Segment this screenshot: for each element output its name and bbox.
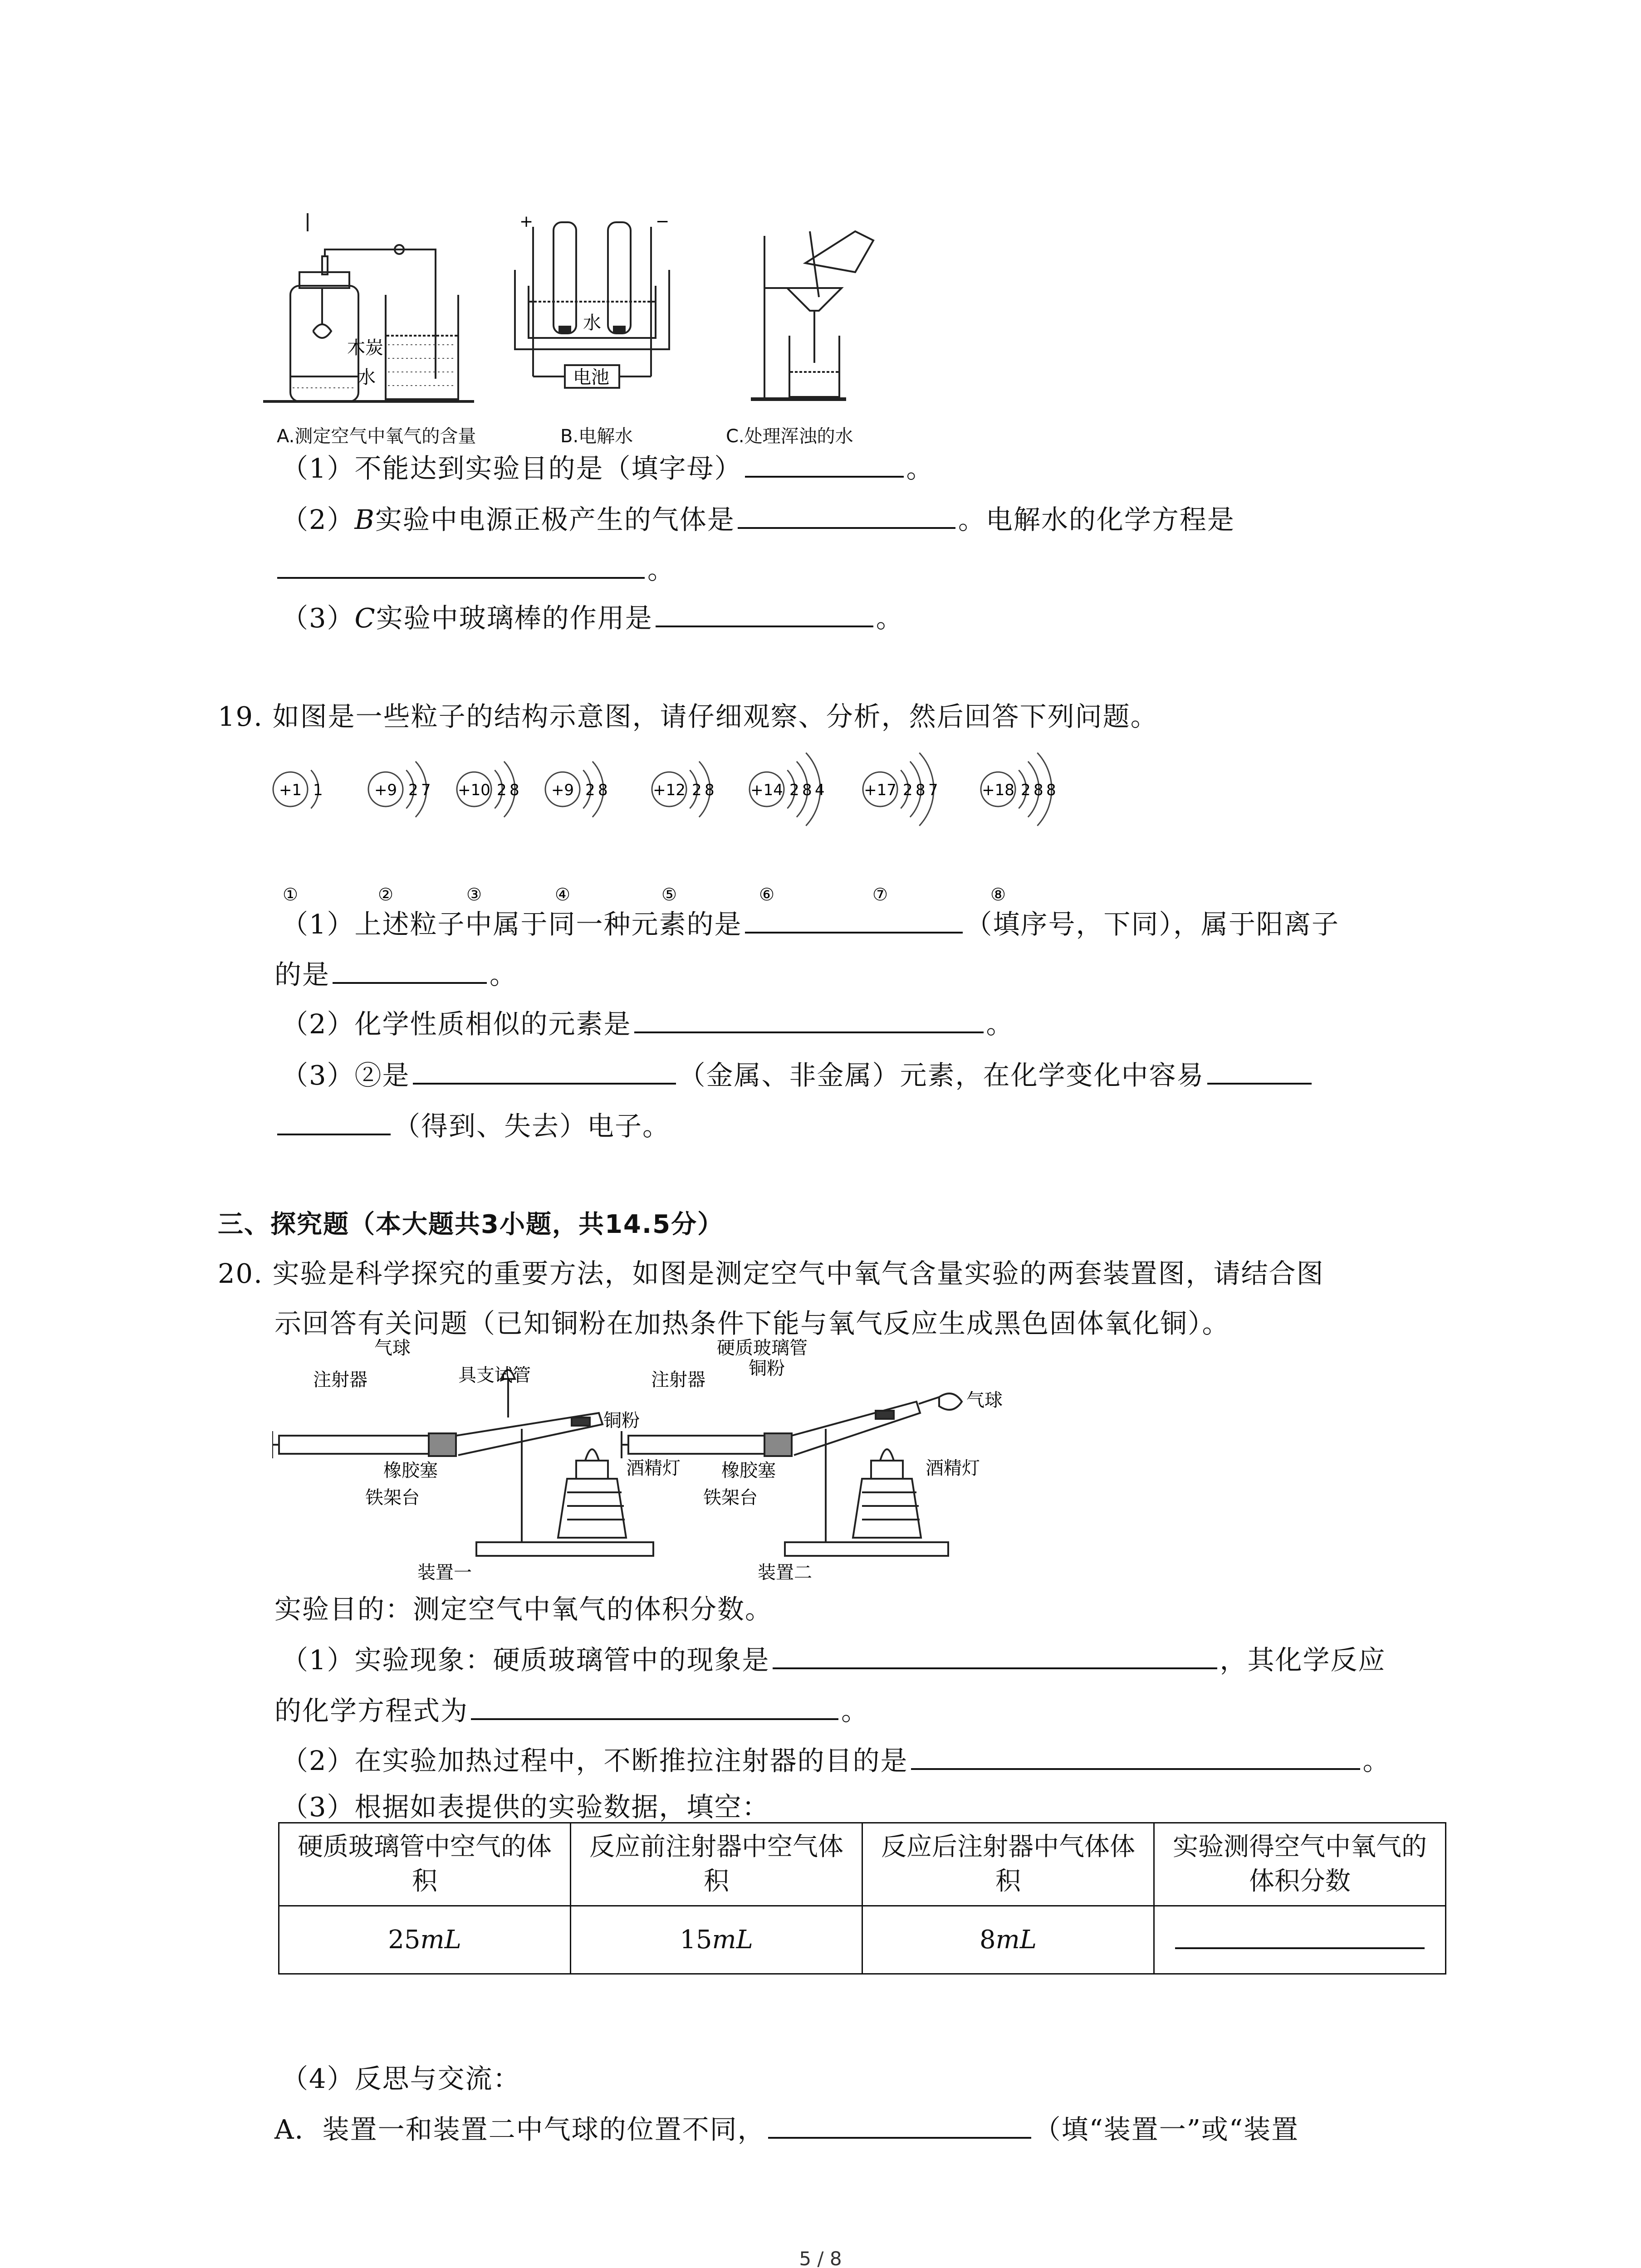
page-number: 5 / 8 xyxy=(799,2248,842,2268)
electron-count: 8 xyxy=(802,781,812,799)
section-heading: 三、探究题（本大题共3小题，共14.5分） xyxy=(218,1210,724,1239)
d2-label-stopper: 橡胶塞 xyxy=(721,1460,776,1481)
particle-number: ⑥ xyxy=(759,885,775,904)
answer-blank-q18-1[interactable] xyxy=(745,450,904,478)
table-header-cell: 反应后注射器中气体体积 xyxy=(862,1823,1154,1906)
experiment-data-table xyxy=(278,1822,1446,1975)
electron-count: 8 xyxy=(509,781,519,799)
label-plus: + xyxy=(519,213,534,231)
nucleus-charge: +9 xyxy=(374,781,397,799)
answer-blank-q20-3[interactable] xyxy=(1175,1922,1425,1949)
answer-blank-q19-1b[interactable] xyxy=(333,957,487,984)
label-water-a: 水 xyxy=(358,367,376,388)
q20-stem-line1: 20. 实验是科学探究的重要方法，如图是测定空气中氧气含量实验的两套装置图，请结合图 xyxy=(218,1258,1324,1289)
d2-name: 装置二 xyxy=(758,1562,812,1583)
answer-blank-q18-2a[interactable] xyxy=(738,502,955,529)
particle-6 xyxy=(749,753,825,904)
electron-count: 7 xyxy=(421,781,431,799)
electron-count: 4 xyxy=(815,781,825,799)
particle-4 xyxy=(545,762,608,904)
d1-label-lamp: 酒精灯 xyxy=(626,1458,681,1479)
nucleus-charge: +18 xyxy=(982,781,1014,799)
q20-part1a: （1）实验现象：硬质玻璃管中的现象是 ，其化学反应 xyxy=(281,1642,1386,1678)
electron-count: 2 xyxy=(497,781,507,799)
electron-count: 8 xyxy=(598,781,608,799)
table-cell: 15mL xyxy=(571,1906,862,1974)
nucleus-charge: +1 xyxy=(279,781,302,799)
label-water-b: 水 xyxy=(583,313,601,333)
q18-part1: （1）不能达到实验目的是（填字母） 。 xyxy=(281,450,934,487)
particle-number: ⑧ xyxy=(990,885,1006,904)
table-header-cell: 实验测得空气中氧气的体积分数 xyxy=(1154,1823,1446,1906)
particle-3 xyxy=(457,762,519,904)
q19-part2: （2）化学性质相似的元素是 。 xyxy=(281,1006,1014,1042)
particle-number: ④ xyxy=(554,885,571,904)
electron-count: 8 xyxy=(1034,781,1043,799)
nucleus-charge: +17 xyxy=(864,781,896,799)
electron-count: 2 xyxy=(408,781,418,799)
nucleus-charge: +12 xyxy=(653,781,686,799)
particle-number: ① xyxy=(282,885,299,904)
q20-purpose: 实验目的：测定空气中氧气的体积分数。 xyxy=(274,1593,773,1625)
q20-part4: （4）反思与交流： xyxy=(281,2063,521,2094)
q20-part1b: 的化学方程式为 。 xyxy=(274,1693,869,1729)
caption-a: A.测定空气中氧气的含量 xyxy=(277,426,476,447)
answer-blank-q19-2[interactable] xyxy=(634,1006,984,1033)
d2-label-stand: 铁架台 xyxy=(703,1487,758,1508)
q20-part3: （3）根据如表提供的实验数据，填空： xyxy=(281,1791,770,1823)
d1-name: 装置一 xyxy=(417,1562,472,1583)
label-battery: 电池 xyxy=(573,367,609,388)
d2-label-lamp: 酒精灯 xyxy=(926,1458,980,1479)
nucleus-charge: +10 xyxy=(458,781,490,799)
figure-c-filtration xyxy=(751,231,873,399)
electron-count: 2 xyxy=(1021,781,1031,799)
answer-blank-q19-3a[interactable] xyxy=(413,1057,676,1085)
table-cell xyxy=(1154,1906,1446,1974)
electron-count: 2 xyxy=(692,781,702,799)
electron-count: 8 xyxy=(705,781,715,799)
table-row xyxy=(279,1906,1446,1974)
particle-5 xyxy=(652,762,715,904)
particle-7 xyxy=(863,753,938,904)
d1-label-tube: 具支试管 xyxy=(458,1365,531,1386)
label-charcoal: 木炭 xyxy=(347,337,383,358)
d1-label-stopper: 橡胶塞 xyxy=(383,1460,438,1481)
q20-part-a: A．装置一和装置二中气球的位置不同， （填“装置一”或“装置 xyxy=(274,2112,1299,2148)
table-cell: 25mL xyxy=(279,1906,571,1974)
answer-blank-q19-3c[interactable] xyxy=(277,1108,391,1135)
q18-part2: （2）B实验中电源正极产生的气体是 。电解水的化学方程是 xyxy=(281,502,1235,538)
electron-count: 2 xyxy=(789,781,799,799)
d2-label-copper: 铜粉 xyxy=(749,1358,785,1379)
answer-blank-q20-1b[interactable] xyxy=(471,1693,838,1720)
nucleus-charge: +9 xyxy=(551,781,574,799)
q19-part1a: （1）上述粒子中属于同一种元素的是 （填序号，下同），属于阳离子 xyxy=(281,906,1339,943)
particle-1 xyxy=(273,770,323,904)
electron-count: 1 xyxy=(313,781,323,799)
d1-label-balloon: 气球 xyxy=(374,1338,411,1359)
device-one xyxy=(272,1370,653,1556)
answer-blank-q18-2b[interactable] xyxy=(277,552,645,579)
figure-b-electrolysis xyxy=(515,222,669,388)
answer-blank-q19-3b[interactable] xyxy=(1207,1057,1312,1085)
q20-figures xyxy=(272,1338,1021,1592)
answer-blank-q18-3[interactable] xyxy=(656,600,873,627)
electron-count: 8 xyxy=(1046,781,1056,799)
d2-label-balloon: 气球 xyxy=(966,1390,1003,1411)
answer-blank-q20-4a[interactable] xyxy=(768,2112,1031,2139)
answer-blank-q20-2[interactable] xyxy=(911,1743,1360,1770)
particle-number: ⑦ xyxy=(872,885,888,904)
particle-number: ⑤ xyxy=(661,885,677,904)
q20-stem-line2: 示回答有关问题（已知铜粉在加热条件下能与氧气反应生成黑色固体氧化铜）。 xyxy=(274,1308,1230,1339)
q19-part3b: （得到、失去）电子。 xyxy=(274,1108,670,1144)
d2-label-syringe: 注射器 xyxy=(651,1369,705,1390)
caption-c: C.处理浑浊的水 xyxy=(726,426,853,447)
table-header-cell: 反应前注射器中空气体积 xyxy=(571,1823,862,1906)
q19-stem: 19. 如图是一些粒子的结构示意图，请仔细观察、分析，然后回答下列问题。 xyxy=(218,701,1158,732)
particle-number: ② xyxy=(377,885,394,904)
particle-8 xyxy=(981,753,1056,904)
caption-b: B.电解水 xyxy=(560,426,633,447)
electron-count: 7 xyxy=(928,781,938,799)
particle-number: ③ xyxy=(466,885,482,904)
answer-blank-q19-1a[interactable] xyxy=(745,906,963,934)
answer-blank-q20-1a[interactable] xyxy=(773,1642,1217,1669)
table-header-row xyxy=(279,1823,1446,1906)
particle-2 xyxy=(368,762,431,904)
q18-part3: （3）C实验中玻璃棒的作用是 。 xyxy=(281,600,904,636)
table-header-cell: 硬质玻璃管中空气的体积 xyxy=(279,1823,571,1906)
q18-figures xyxy=(263,213,898,458)
q18-part2b: 。 xyxy=(274,552,675,588)
d1-label-syringe: 注射器 xyxy=(313,1369,367,1390)
electron-count: 2 xyxy=(903,781,913,799)
particle-diagrams xyxy=(272,735,1112,916)
table-cell: 8mL xyxy=(862,1906,1154,1974)
d2-label-tube: 硬质玻璃管 xyxy=(717,1338,808,1359)
d1-label-stand: 铁架台 xyxy=(365,1487,420,1508)
q20-part2: （2）在实验加热过程中，不断推拉注射器的目的是 。 xyxy=(281,1743,1391,1779)
label-minus: − xyxy=(656,213,670,231)
q19-part1b: 的是 。 xyxy=(274,957,517,993)
electron-count: 2 xyxy=(585,781,595,799)
electron-count: 8 xyxy=(916,781,926,799)
d1-label-copper: 铜粉 xyxy=(603,1410,640,1431)
nucleus-charge: +14 xyxy=(750,781,783,799)
q19-part3a: （3）②是 （金属、非金属）元素，在化学变化中容易 xyxy=(281,1057,1314,1094)
